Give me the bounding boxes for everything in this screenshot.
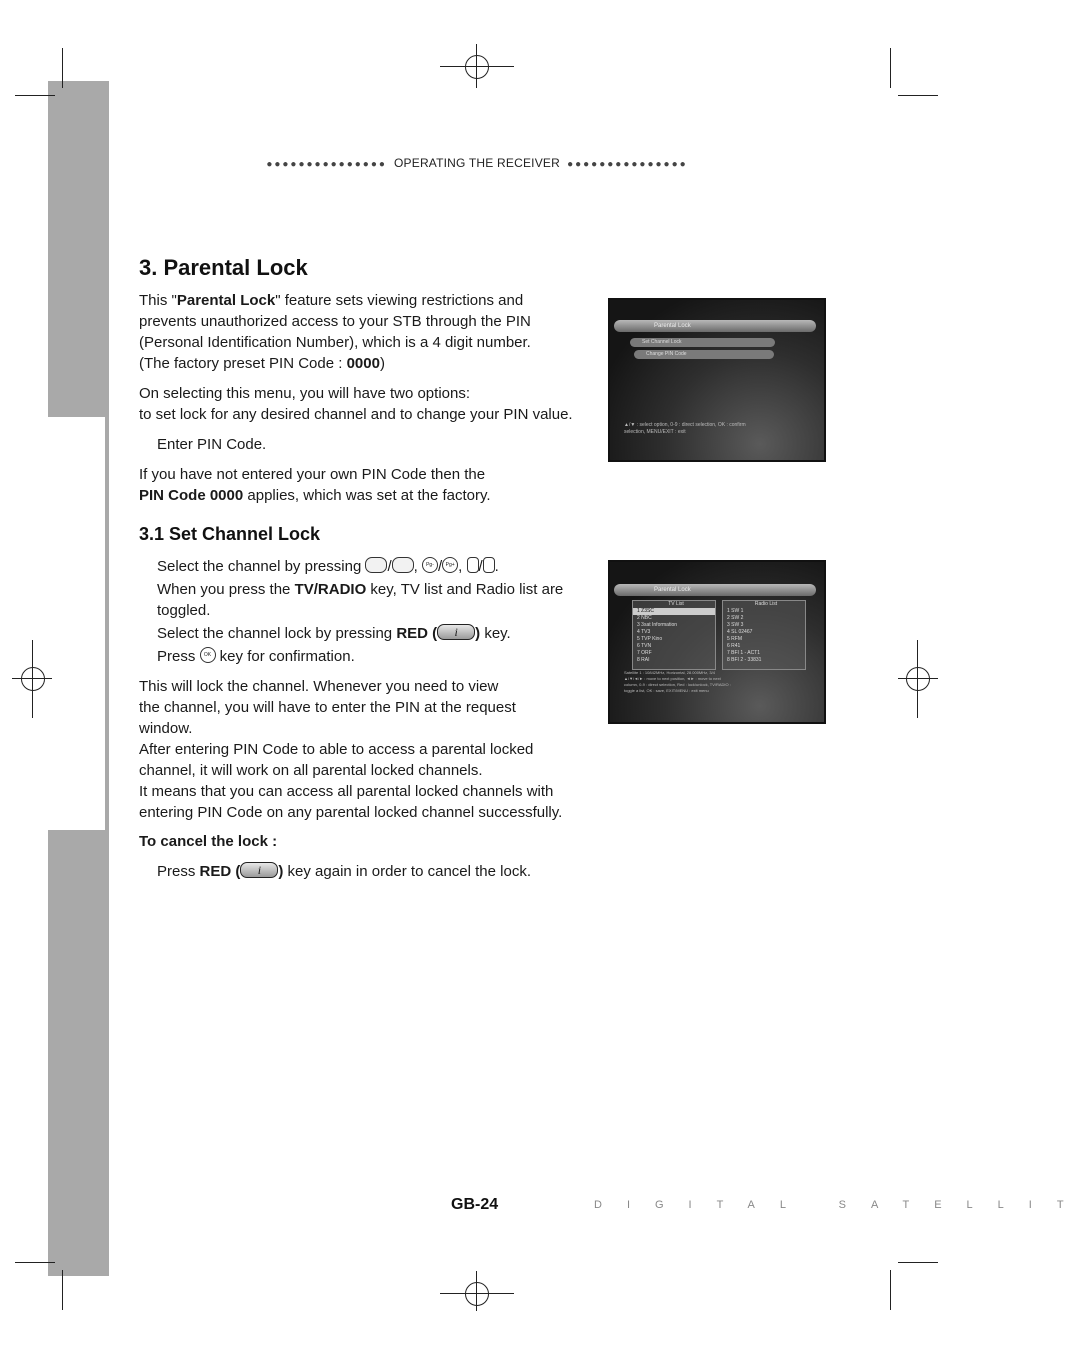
set-channel-lock-screenshot [608, 560, 826, 724]
step-red-key: Select the channel lock by pressing RED ( i ) key. [157, 625, 511, 642]
registration-mark [21, 667, 45, 691]
crop-mark [898, 678, 938, 679]
up-arrow-key-icon [365, 557, 387, 573]
step-select-channel: Select the channel by pressing / , Pg- / Pg+ , / . [157, 558, 499, 575]
cancel-step: Press RED ( i ) key again in order to cancel the lock. [157, 863, 531, 880]
crop-mark [917, 640, 918, 718]
screen-title-bar: Parental Lock [614, 584, 816, 596]
screen-footer: Satellite 1 : 10842MHz, Horizontal, 28.000MHz, 3/4 ▲/▼/◄/► : move to next position, ◄► : move to next column, 0-9 : direct selection, Red : lock/unlock, TV/RADIO : toggle a list, OK : save, EXIT/MENU : exit menu [624, 670, 731, 693]
crop-mark [15, 95, 55, 96]
ok-key-icon: OK [200, 647, 216, 663]
page-title: 3. Parental Lock [139, 255, 308, 280]
radio-list: Radio List 1 SW 1 2 SW 2 3 SW 3 4 SL 02467 5 RFM 6 R41 7 BFI 1 - ACT1 8 BFI 2 - 33831 [722, 600, 806, 670]
running-header [0, 156, 954, 170]
registration-mark [465, 55, 489, 79]
cancel-heading: To cancel the lock : [139, 833, 278, 850]
screen-title-bar: Parental Lock [614, 320, 816, 332]
red-info-key-icon: i [240, 862, 278, 878]
enter-pin-step: Enter PIN Code. [157, 436, 267, 453]
sidebar-top [48, 81, 109, 417]
down-arrow-key-icon [392, 557, 414, 573]
registration-mark [465, 1282, 489, 1306]
screen-footer: ▲/▼ : select option, 0-9 : direct selection, OK : confirm selection, MENU/EXIT : exit [624, 422, 746, 435]
crop-mark [440, 66, 514, 67]
step-tv-radio: When you press the TV/RADIO key, TV list and Radio list are toggled. [157, 581, 564, 619]
registration-mark [906, 667, 930, 691]
parental-lock-menu-screenshot [608, 298, 826, 462]
page-up-key-icon: Pg+ [442, 557, 458, 573]
crop-mark [890, 48, 891, 88]
lock-paragraph: This will lock the channel. Whenever you need to view the channel, you will have to enter the PIN at the request window. After entering PIN Code to able to access a parental locked channel, it will work on all parental locked channels. It means that you can access all parental locked channels with entering PIN Code on any parental locked channel successfully. [139, 678, 563, 821]
crop-mark [476, 1271, 477, 1311]
section-subtitle: 3.1 Set Channel Lock [139, 524, 321, 544]
sidebar-bottom [48, 830, 109, 1276]
crop-mark [476, 44, 477, 88]
factory-paragraph: If you have not entered your own PIN Code then the PIN Code 0000 applies, which was set at the factory. [139, 466, 491, 504]
crop-mark [898, 1262, 938, 1263]
menu-item-change-pin: Change PIN Code [634, 350, 774, 359]
brand-footer: DIGITAL SATELLIT [594, 1199, 1089, 1211]
volume-right-key-icon [483, 557, 495, 573]
step-ok-confirm: Press OK key for confirmation. [157, 648, 355, 665]
sidebar-edge [105, 417, 109, 830]
volume-left-key-icon [467, 557, 479, 573]
crop-mark [62, 48, 63, 88]
options-paragraph: On selecting this menu, you will have two options: to set lock for any desired channel and to change your PIN value. [139, 385, 573, 423]
crop-mark [15, 1262, 55, 1263]
page-number: GB-24 [451, 1196, 499, 1213]
menu-item-set-lock: Set Channel Lock [630, 338, 775, 347]
page-down-key-icon: Pg- [422, 557, 438, 573]
header-section: OPERATING THE RECEIVER [394, 156, 560, 170]
intro-paragraph: This "Parental Lock" feature sets viewing restrictions and prevents unauthorized access to your STB through the PIN (Personal Identification Number), which is a 4 digit number. (The factory preset PIN Code : 0000) [139, 292, 531, 372]
tv-list: TV List 1 Z3SC 2 NBC 3 3sat Information 4 TV3 5 TVP Kino 6 TVN 7 ORF 8 RAI [632, 600, 716, 670]
red-info-key-icon: i [437, 624, 475, 640]
crop-mark [32, 640, 33, 718]
header-dots-right: ●●●●●●●●●●●●●●● [567, 159, 688, 170]
crop-mark [62, 1270, 63, 1310]
crop-mark [440, 1293, 514, 1294]
crop-mark [890, 1270, 891, 1310]
header-dots-left: ●●●●●●●●●●●●●●● [266, 159, 387, 170]
crop-mark [898, 95, 938, 96]
